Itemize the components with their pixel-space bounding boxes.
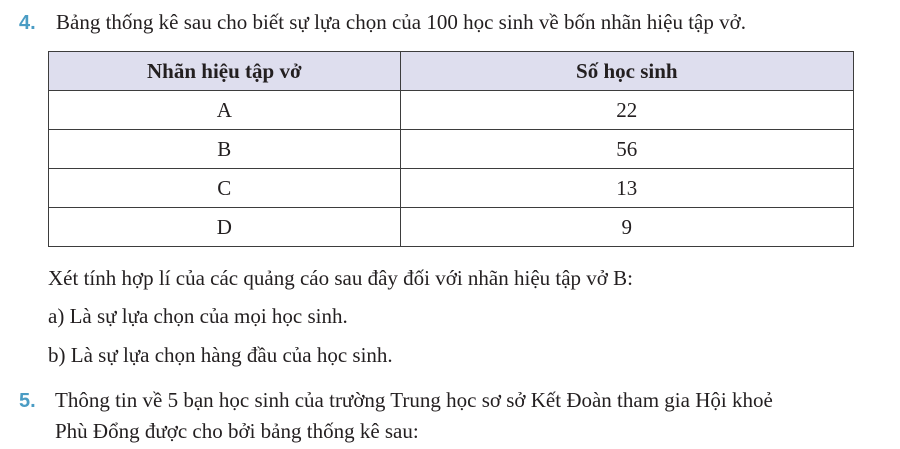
prompt-intro: Xét tính hợp lí của các quảng cáo sau đây đối với nhãn hiệu tập vở B: [48,266,633,290]
question-5-line1: Thông tin về 5 bạn học sinh của trường Trung học sơ sở Kết Đoàn tham gia Hội khoẻ [55,388,773,412]
brand-choice-table [48,51,854,247]
prompt-option-a: a) Là sự lựa chọn của mọi học sinh. [48,304,348,328]
cell-count: 9 [400,208,853,247]
header-brand: Nhãn hiệu tập vở [49,52,401,91]
table-row [49,208,854,247]
cell-brand: D [49,208,401,247]
table-row [49,169,854,208]
question-5-number: 5. [19,390,36,412]
header-student-count: Số học sinh [400,52,853,91]
question-5-line2: Phù Đổng được cho bởi bảng thống kê sau: [55,419,419,443]
question-5 [19,386,773,415]
table-row [49,91,854,130]
cell-count: 13 [400,169,853,208]
cell-brand: C [49,169,401,208]
table-row [49,130,854,169]
cell-count: 56 [400,130,853,169]
cell-brand: A [49,91,401,130]
prompt-option-b: b) Là sự lựa chọn hàng đầu của học sinh. [48,343,393,367]
question-4-number: 4. [19,12,36,34]
question-4-text: Bảng thống kê sau cho biết sự lựa chọn của 100 học sinh về bốn nhãn hiệu tập vở. [56,10,746,34]
cell-count: 22 [400,91,853,130]
question-4 [19,8,746,37]
table-header-row [49,52,854,91]
cell-brand: B [49,130,401,169]
